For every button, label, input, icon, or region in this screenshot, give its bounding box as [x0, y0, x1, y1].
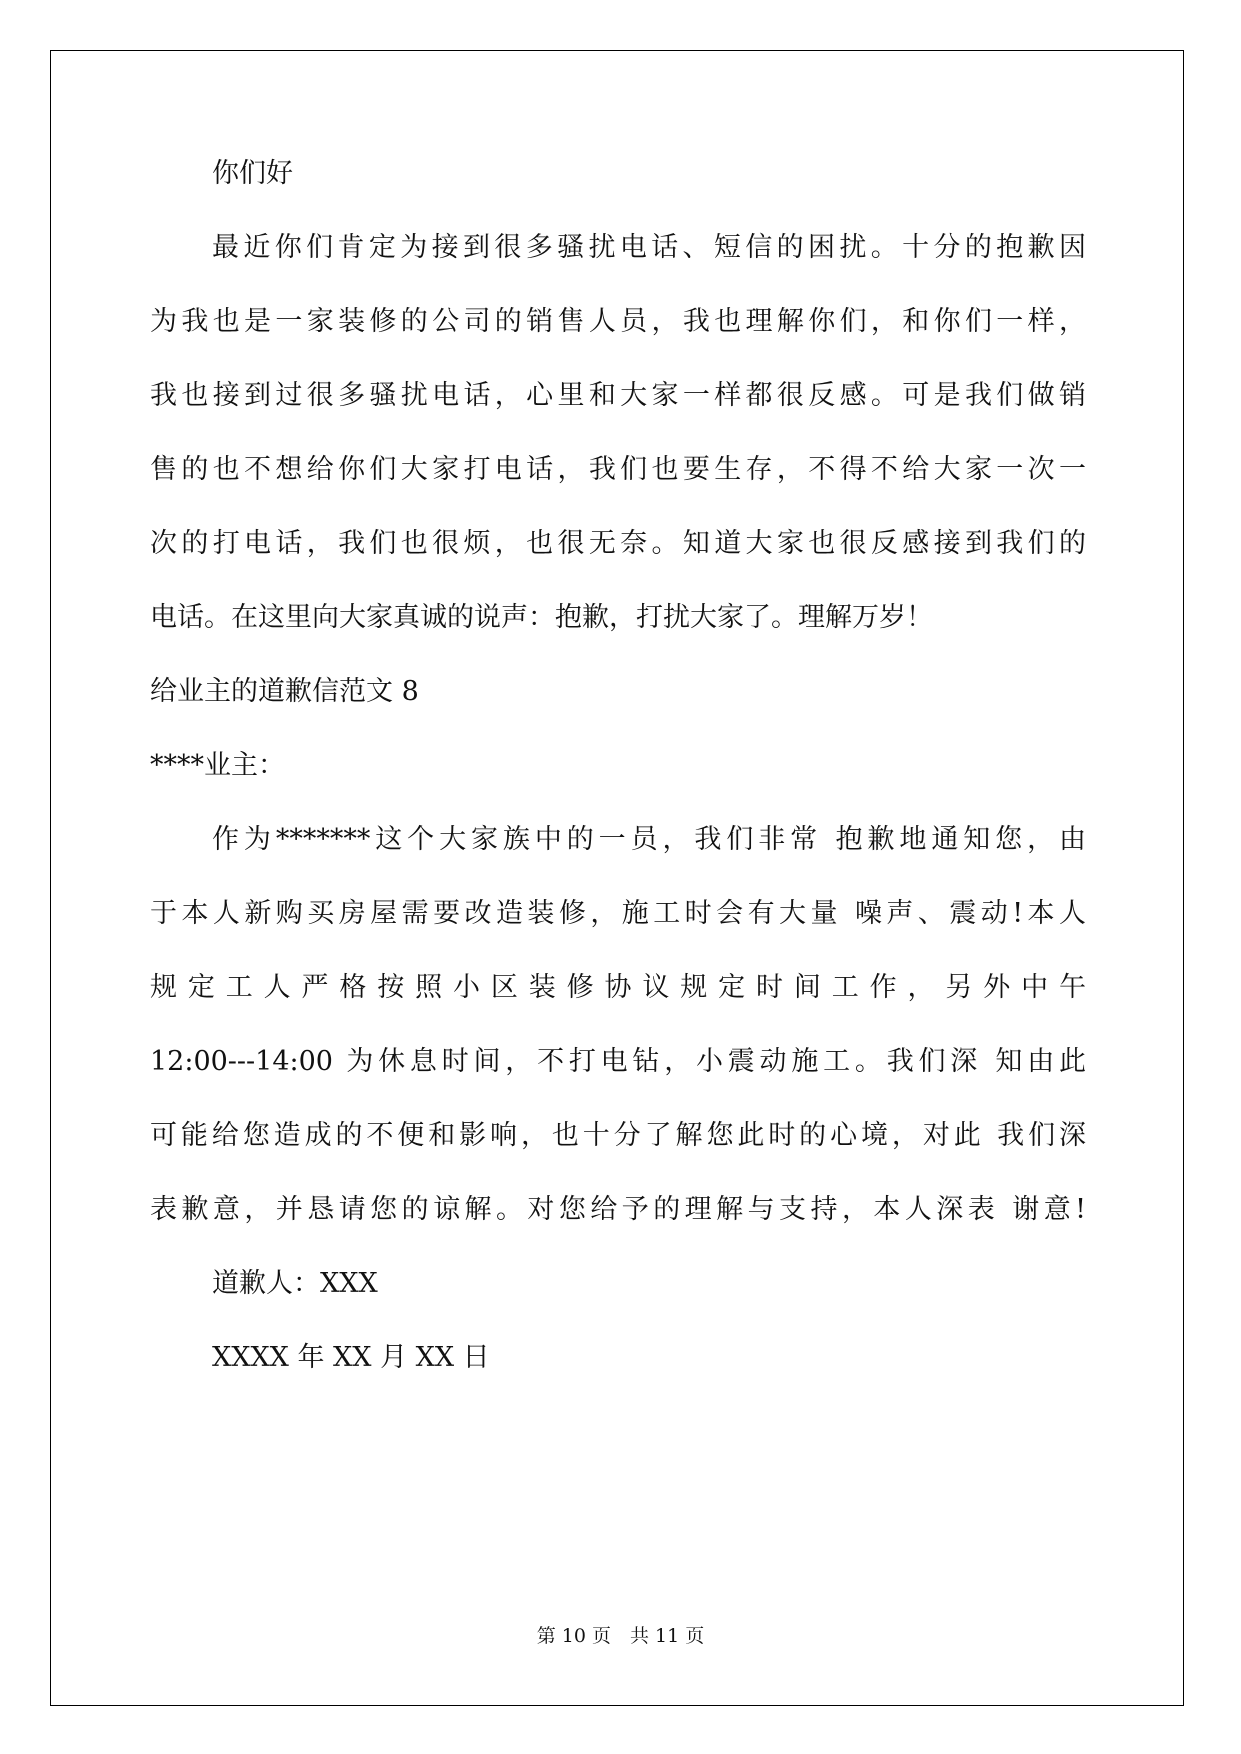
paragraph-line: 规 定 工 人 严 格 按 照 小 区 装 修 协 议 规 定 时 间 工 作 ， 另 外 中 午 — [150, 972, 1086, 1003]
paragraph-line: 电话。在这里向大家真诚的说声：抱歉，打扰大家了。理解万岁！ — [150, 602, 933, 633]
page-number: 第 10 页 共 11 页 — [536, 1625, 705, 1647]
paragraph-line: 售的也不想给你们大家打电话，我们也要生存，不得不给大家一次一 — [150, 454, 1086, 485]
paragraph-line: 12:00---14:00 为休息时间，不打电钻，小震动施工。我们深 知由此 — [150, 1046, 1086, 1077]
section-title: 给业主的道歉信范文 8 — [150, 676, 419, 707]
paragraph-line: 最近你们肯定为接到很多骚扰电话、短信的困扰。十分的抱歉因 — [212, 232, 1086, 263]
salutation: ****业主： — [150, 750, 285, 781]
greeting: 你们好 — [212, 158, 293, 189]
paragraph-line: 为我也是一家装修的公司的销售人员，我也理解你们，和你们一样， — [150, 306, 1086, 337]
paragraph-line: 表歉意，并恳请您的谅解。对您给予的理解与支持，本人深表 谢意! — [150, 1194, 1086, 1225]
page-border — [50, 50, 1184, 1706]
paragraph-line: 作为*******这个大家族中的一员，我们非常 抱歉地通知您，由 — [212, 824, 1086, 855]
paragraph-line: 于本人新购买房屋需要改造装修，施工时会有大量 噪声、震动!本人 — [150, 898, 1086, 929]
date: XXXX 年 XX 月 XX 日 — [212, 1342, 490, 1373]
paragraph-line: 我也接到过很多骚扰电话，心里和大家一样都很反感。可是我们做销 — [150, 380, 1086, 411]
paragraph-line: 次的打电话，我们也很烦，也很无奈。知道大家也很反感接到我们的 — [150, 528, 1086, 559]
signature: 道歉人：XXX — [212, 1268, 378, 1299]
paragraph-line: 可能给您造成的不便和影响，也十分了解您此时的心境，对此 我们深 — [150, 1120, 1086, 1151]
